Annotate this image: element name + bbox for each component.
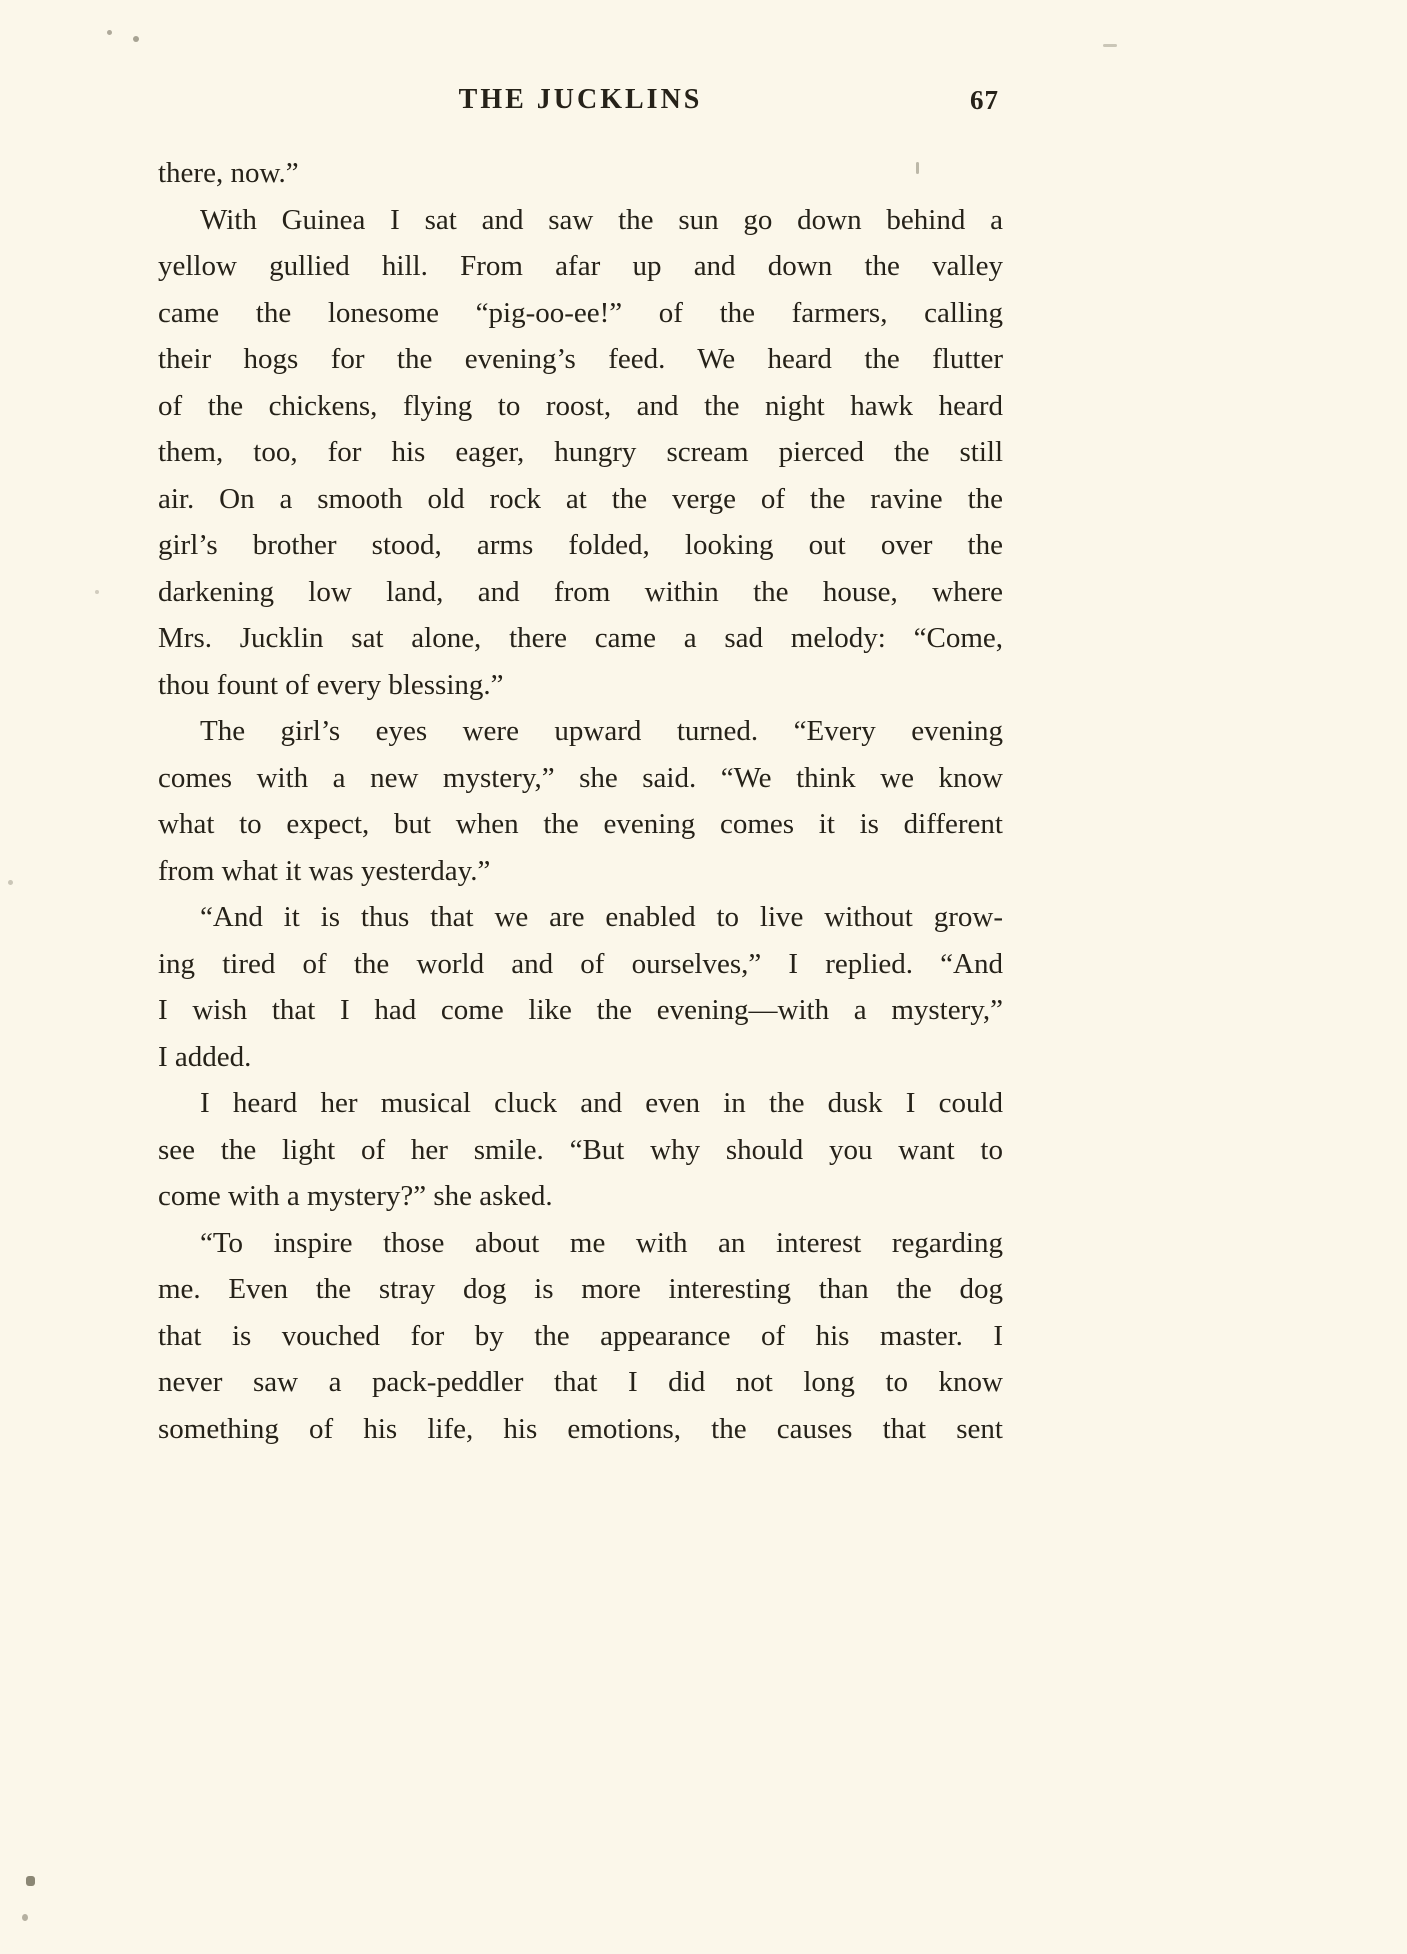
scan-speck	[1103, 44, 1117, 47]
scan-speck	[107, 30, 112, 35]
paragraph	[158, 1080, 1003, 1220]
paragraph	[158, 197, 1003, 709]
text-line: their hogs for the evening’s feed. We heard the flutter	[158, 343, 1003, 375]
text-line: comes with a new mystery,” she said. “We think we know	[158, 761, 1003, 794]
running-title: THE JUCKLINS	[458, 84, 703, 115]
text-line: I wish that I had come like the evening—with a mystery,”	[158, 994, 1003, 1026]
text-line: “To inspire those about me with an interest regarding	[200, 1226, 1003, 1259]
text-line: what to expect, but when the evening comes it is different	[158, 808, 1003, 840]
text-line: yellow gullied hill. From afar up and down the valley	[158, 250, 1003, 282]
paragraph	[158, 894, 1003, 1080]
text-line: never saw a pack-peddler that I did not long to know	[158, 1366, 1003, 1398]
scan-speck	[133, 36, 139, 42]
text-line: me. Even the stray dog is more interesting than the dog	[158, 1273, 1003, 1305]
text-line: I heard her musical cluck and even in the dusk I could	[200, 1087, 1003, 1119]
scan-speck	[22, 1914, 28, 1921]
text-line: girl’s brother stood, arms folded, looking out over the	[158, 529, 1003, 561]
scan-speck	[8, 880, 13, 885]
text-line: came the lonesome “pig-oo-ee!” of the farmers, calling	[158, 296, 1003, 329]
text-block	[158, 150, 1003, 1452]
scan-speck	[95, 590, 99, 594]
text-line: from what it was yesterday.”	[158, 854, 491, 887]
paragraph	[158, 150, 1003, 197]
text-line: “And it is thus that we are enabled to live without grow-	[200, 901, 1003, 933]
text-line: thou fount of every blessing.”	[158, 668, 504, 701]
text-line: that is vouched for by the appearance of his master. I	[158, 1319, 1003, 1352]
page-number: 67	[970, 85, 999, 115]
text-line: I added.	[158, 1040, 252, 1073]
text-line: something of his life, his emotions, the causes that sent	[158, 1412, 1003, 1445]
scan-speck	[26, 1876, 35, 1886]
text-line: them, too, for his eager, hungry scream pierced the still	[158, 436, 1003, 468]
text-line: ing tired of the world and of ourselves,” I replied. “And	[158, 947, 1003, 980]
paragraph	[158, 708, 1003, 894]
text-line: air. On a smooth old rock at the verge of the ravine the	[158, 482, 1003, 515]
text-line: see the light of her smile. “But why should you want to	[158, 1133, 1003, 1166]
page-header	[158, 84, 1003, 124]
text-line: come with a mystery?” she asked.	[158, 1180, 553, 1212]
text-line: The girl’s eyes were upward turned. “Every evening	[200, 715, 1003, 747]
text-line: darkening low land, and from within the house, where	[158, 575, 1003, 608]
text-line: With Guinea I sat and saw the sun go down behind a	[200, 203, 1003, 236]
text-line: of the chickens, flying to roost, and the night hawk heard	[158, 389, 1003, 422]
text-line: there, now.”	[158, 157, 299, 189]
scan-speck	[916, 162, 919, 174]
paragraph	[158, 1220, 1003, 1453]
text-line: Mrs. Jucklin sat alone, there came a sad melody: “Come,	[158, 622, 1003, 654]
